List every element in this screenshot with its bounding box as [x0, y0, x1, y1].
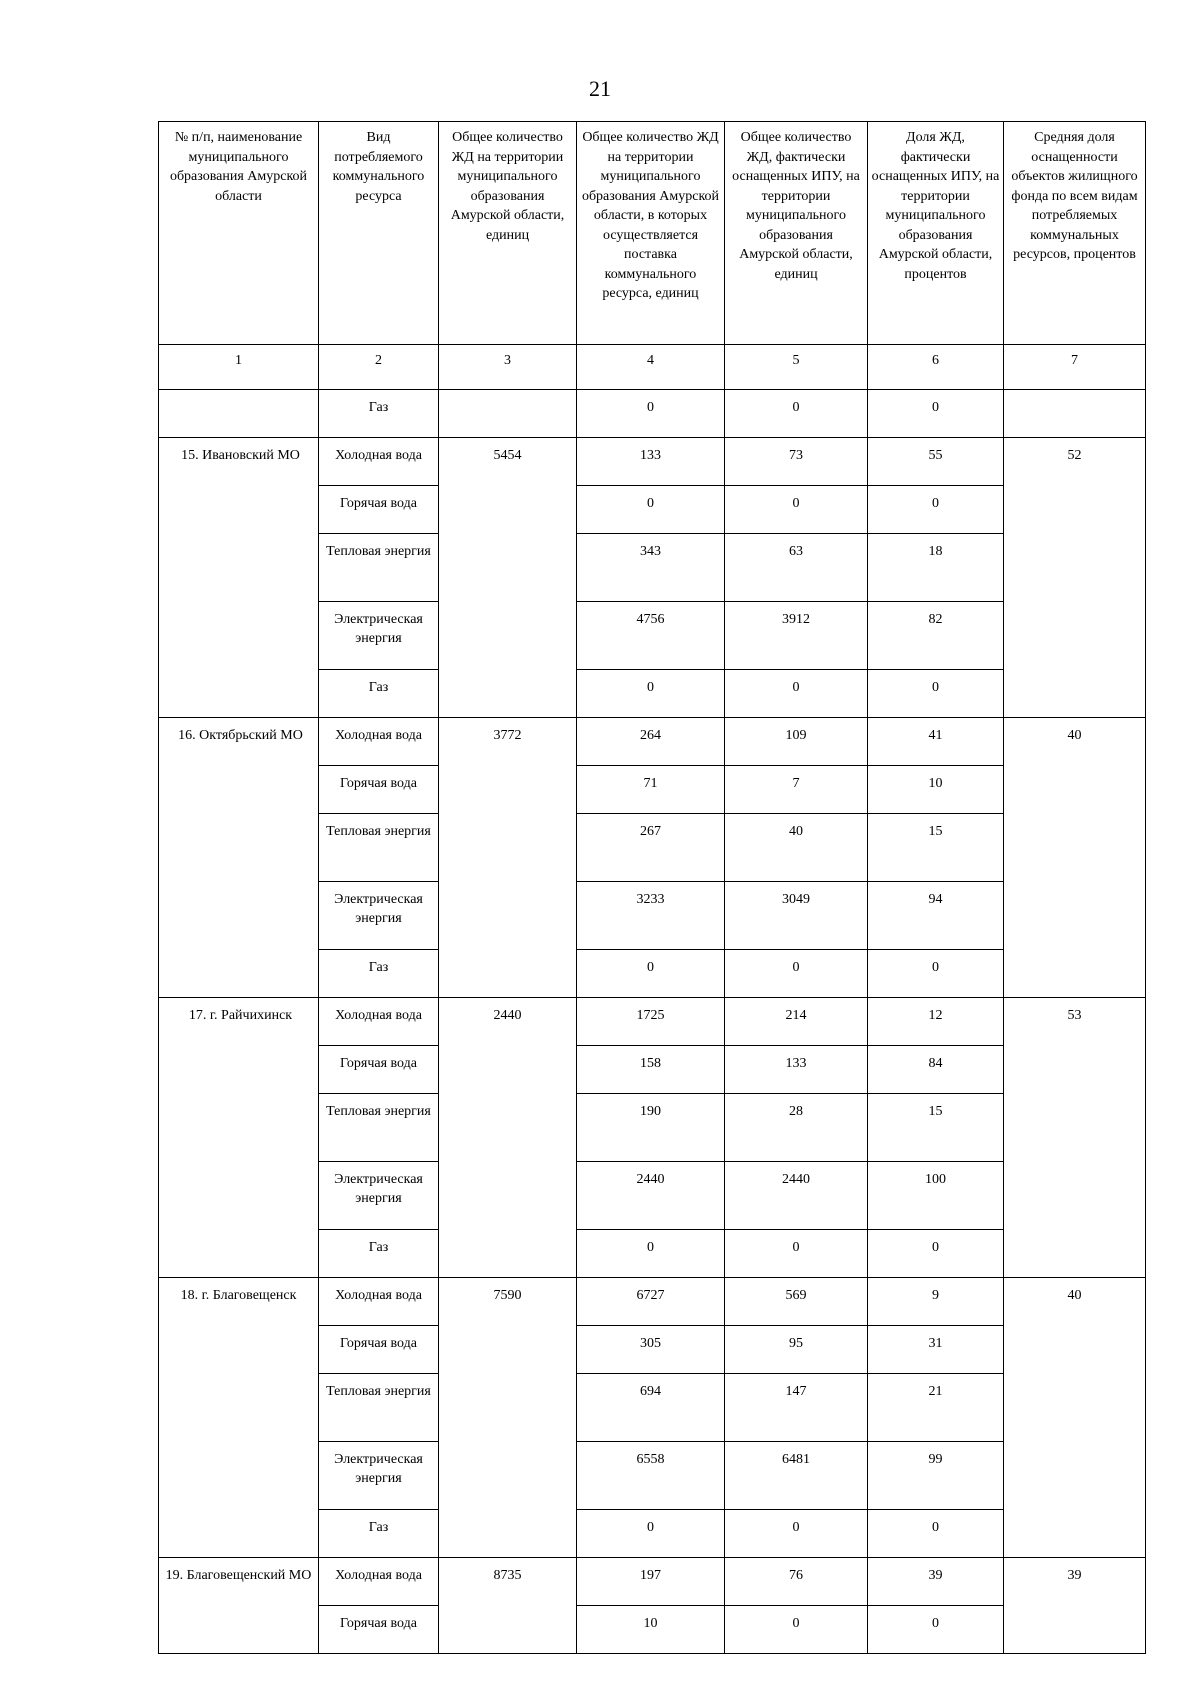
- table-row: [159, 1278, 1146, 1326]
- equipped-cell: 109: [725, 718, 868, 766]
- share-cell: 0: [868, 1510, 1004, 1558]
- average-cell: 39: [1004, 1558, 1146, 1654]
- equipped-cell: 40: [725, 814, 868, 882]
- share-cell: 0: [868, 1230, 1004, 1278]
- municipality-cell: 15. Ивановский МО: [159, 438, 319, 718]
- equipped-cell: 214: [725, 998, 868, 1046]
- average-cell: 40: [1004, 1278, 1146, 1558]
- equipped-cell: 0: [725, 670, 868, 718]
- served-cell: 694: [577, 1374, 725, 1442]
- resource-cell: Электрическая энергия: [319, 602, 439, 670]
- share-cell: 84: [868, 1046, 1004, 1094]
- share-cell: 12: [868, 998, 1004, 1046]
- equipped-cell: 0: [725, 950, 868, 998]
- municipality-cell: 18. г. Благовещенск: [159, 1278, 319, 1558]
- share-cell: 39: [868, 1558, 1004, 1606]
- average-cell: 53: [1004, 998, 1146, 1278]
- share-cell: 55: [868, 438, 1004, 486]
- served-cell: 0: [577, 390, 725, 438]
- share-cell: 9: [868, 1278, 1004, 1326]
- total-cell: 3772: [439, 718, 577, 998]
- average-cell: [1004, 390, 1146, 438]
- equipped-cell: 63: [725, 534, 868, 602]
- header-row: [159, 122, 1146, 345]
- header-cell: Общее количество ЖД на территории муниципального образования Амурской области, единиц: [439, 122, 577, 345]
- served-cell: 6558: [577, 1442, 725, 1510]
- served-cell: 6727: [577, 1278, 725, 1326]
- equipped-cell: 0: [725, 1510, 868, 1558]
- total-cell: 5454: [439, 438, 577, 718]
- column-number: 7: [1004, 345, 1146, 390]
- share-cell: 10: [868, 766, 1004, 814]
- resource-cell: Электрическая энергия: [319, 882, 439, 950]
- municipality-cell: 19. Благовещенский МО: [159, 1558, 319, 1654]
- equipped-cell: 0: [725, 1606, 868, 1654]
- resource-cell: Газ: [319, 1230, 439, 1278]
- served-cell: 4756: [577, 602, 725, 670]
- served-cell: 0: [577, 1510, 725, 1558]
- table-body: [159, 390, 1146, 1654]
- resource-cell: Холодная вода: [319, 1278, 439, 1326]
- served-cell: 0: [577, 486, 725, 534]
- column-number: 1: [159, 345, 319, 390]
- served-cell: 0: [577, 950, 725, 998]
- share-cell: 21: [868, 1374, 1004, 1442]
- share-cell: 15: [868, 1094, 1004, 1162]
- total-cell: 2440: [439, 998, 577, 1278]
- resource-cell: Горячая вода: [319, 1606, 439, 1654]
- column-number-row: [159, 345, 1146, 390]
- table-row: [159, 998, 1146, 1046]
- served-cell: 0: [577, 1230, 725, 1278]
- resource-cell: Электрическая энергия: [319, 1162, 439, 1230]
- share-cell: 0: [868, 670, 1004, 718]
- header-cell: Общее количество ЖД, фактически оснащенных ИПУ, на территории муниципального образования Амурской области, единиц: [725, 122, 868, 345]
- equipped-cell: 569: [725, 1278, 868, 1326]
- page-number: 21: [589, 76, 611, 101]
- resource-cell: Тепловая энергия: [319, 1094, 439, 1162]
- header-cell: Вид потребляемого коммунального ресурса: [319, 122, 439, 345]
- share-cell: 100: [868, 1162, 1004, 1230]
- served-cell: 1725: [577, 998, 725, 1046]
- share-cell: 0: [868, 1606, 1004, 1654]
- total-cell: 8735: [439, 1558, 577, 1654]
- served-cell: 3233: [577, 882, 725, 950]
- served-cell: 2440: [577, 1162, 725, 1230]
- equipped-cell: 0: [725, 390, 868, 438]
- average-cell: 40: [1004, 718, 1146, 998]
- resource-cell: Горячая вода: [319, 1326, 439, 1374]
- resource-cell: Электрическая энергия: [319, 1442, 439, 1510]
- resource-cell: Горячая вода: [319, 766, 439, 814]
- resource-cell: Тепловая энергия: [319, 534, 439, 602]
- equipped-cell: 2440: [725, 1162, 868, 1230]
- resource-cell: Холодная вода: [319, 438, 439, 486]
- equipped-cell: 0: [725, 1230, 868, 1278]
- resource-cell: Газ: [319, 1510, 439, 1558]
- column-number: 4: [577, 345, 725, 390]
- resource-cell: Холодная вода: [319, 718, 439, 766]
- equipped-cell: 0: [725, 486, 868, 534]
- resource-cell: Газ: [319, 670, 439, 718]
- header-cell: № п/п, наименование муниципального образования Амурской области: [159, 122, 319, 345]
- served-cell: 133: [577, 438, 725, 486]
- resource-cell: Тепловая энергия: [319, 814, 439, 882]
- served-cell: 71: [577, 766, 725, 814]
- total-cell: 7590: [439, 1278, 577, 1558]
- served-cell: 10: [577, 1606, 725, 1654]
- served-cell: 264: [577, 718, 725, 766]
- table-row: [159, 1558, 1146, 1606]
- equipped-cell: 28: [725, 1094, 868, 1162]
- column-number: 2: [319, 345, 439, 390]
- share-cell: 41: [868, 718, 1004, 766]
- municipality-cell: 17. г. Райчихинск: [159, 998, 319, 1278]
- share-cell: 99: [868, 1442, 1004, 1510]
- served-cell: 267: [577, 814, 725, 882]
- share-cell: 0: [868, 950, 1004, 998]
- served-cell: 197: [577, 1558, 725, 1606]
- equipped-cell: 73: [725, 438, 868, 486]
- table-row: [159, 390, 1146, 438]
- resource-cell: Холодная вода: [319, 998, 439, 1046]
- resource-cell: Горячая вода: [319, 1046, 439, 1094]
- equipped-cell: 147: [725, 1374, 868, 1442]
- table-row: [159, 438, 1146, 486]
- column-number: 6: [868, 345, 1004, 390]
- resource-cell: Холодная вода: [319, 1558, 439, 1606]
- header-cell: Средняя доля оснащенности объектов жилищного фонда по всем видам потребляемых коммунальных ресурсов, процентов: [1004, 122, 1146, 345]
- header-cell: Доля ЖД, фактически оснащенных ИПУ, на территории муниципального образования Амурской области, процентов: [868, 122, 1004, 345]
- municipality-cell: [159, 390, 319, 438]
- resource-cell: Тепловая энергия: [319, 1374, 439, 1442]
- share-cell: 18: [868, 534, 1004, 602]
- housing-meter-table: [158, 121, 1146, 1654]
- average-cell: 52: [1004, 438, 1146, 718]
- column-number: 3: [439, 345, 577, 390]
- served-cell: 158: [577, 1046, 725, 1094]
- equipped-cell: 7: [725, 766, 868, 814]
- share-cell: 31: [868, 1326, 1004, 1374]
- served-cell: 190: [577, 1094, 725, 1162]
- share-cell: 82: [868, 602, 1004, 670]
- equipped-cell: 76: [725, 1558, 868, 1606]
- equipped-cell: 3912: [725, 602, 868, 670]
- table-row: [159, 718, 1146, 766]
- resource-cell: Газ: [319, 950, 439, 998]
- equipped-cell: 6481: [725, 1442, 868, 1510]
- column-number: 5: [725, 345, 868, 390]
- equipped-cell: 95: [725, 1326, 868, 1374]
- served-cell: 0: [577, 670, 725, 718]
- served-cell: 343: [577, 534, 725, 602]
- share-cell: 0: [868, 486, 1004, 534]
- equipped-cell: 3049: [725, 882, 868, 950]
- municipality-cell: 16. Октябрьский МО: [159, 718, 319, 998]
- equipped-cell: 133: [725, 1046, 868, 1094]
- share-cell: 94: [868, 882, 1004, 950]
- resource-cell: Газ: [319, 390, 439, 438]
- resource-cell: Горячая вода: [319, 486, 439, 534]
- share-cell: 15: [868, 814, 1004, 882]
- share-cell: 0: [868, 390, 1004, 438]
- header-cell: Общее количество ЖД на территории муниципального образования Амурской области, в которых осуществляется поставка коммунального ресурса, единиц: [577, 122, 725, 345]
- served-cell: 305: [577, 1326, 725, 1374]
- total-cell: [439, 390, 577, 438]
